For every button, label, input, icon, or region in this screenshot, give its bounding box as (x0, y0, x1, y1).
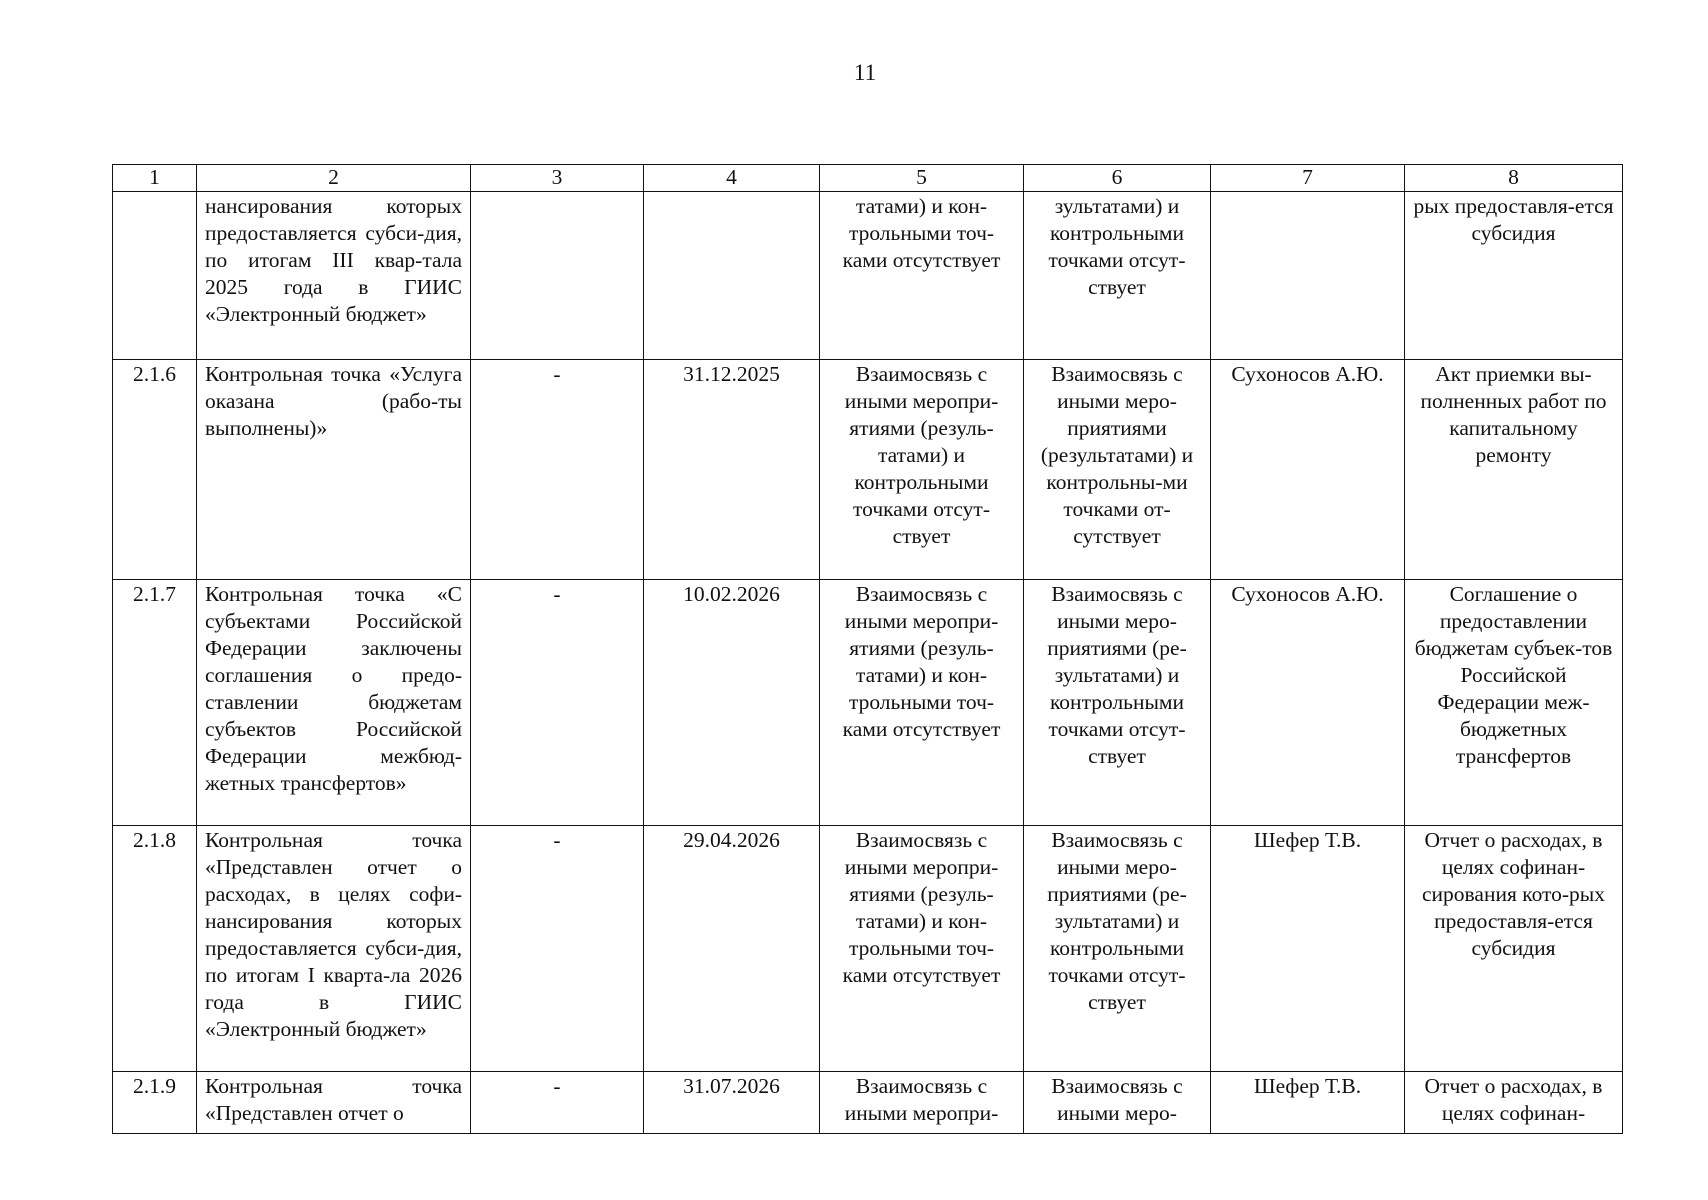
column-header: 8 (1405, 165, 1623, 192)
row-name: нансирования которых предоставляется субси-дия, по итогам III квар-тала 2025 года в ГИИС «Электронный бюджет» (197, 192, 471, 360)
row-relation-results: Взаимосвязь с иными меро- (1024, 1072, 1211, 1134)
row-col3: - (471, 360, 644, 580)
page-number: 11 (853, 60, 877, 85)
row-col3: - (471, 580, 644, 826)
row-name: Контрольная точка «Представлен отчет о расходах, в целях софи-нансирования которых предоставляется субси-дия, по итогам I кварта-ла 2026 года в ГИИС «Электронный бюджет» (197, 826, 471, 1072)
table-row (113, 580, 1623, 826)
table-row (113, 1072, 1623, 1134)
row-name: Контрольная точка «С субъектами Российской Федерации заключены соглашения о предо-ставлении бюджетам субъектов Российской Федерации межбюд-жетных трансфертов» (197, 580, 471, 826)
row-relation-results: Взаимосвязь с иными меро-приятиями (ре-зультатами) и контрольными точками отсут-ствует (1024, 580, 1211, 826)
row-document: Отчет о расходах, в целях софинан-сирования кото-рых предоставля-ется субсидия (1405, 826, 1623, 1072)
row-col3: - (471, 826, 644, 1072)
row-document: Соглашение о предоставлении бюджетам субъек-тов Российской Федерации меж-бюджетных трансфертов (1405, 580, 1623, 826)
row-relation-events: Взаимосвязь с иными меропри- (820, 1072, 1024, 1134)
row-date (644, 192, 820, 360)
row-relation-results: Взаимосвязь с иными меро-приятиями (ре-зультатами) и контрольными точками отсут-ствует (1024, 826, 1211, 1072)
row-responsible (1211, 192, 1405, 360)
table-row (113, 192, 1623, 360)
column-header: 1 (113, 165, 197, 192)
table-row (113, 360, 1623, 580)
row-date: 29.04.2026 (644, 826, 820, 1072)
row-date: 31.12.2025 (644, 360, 820, 580)
table-row (113, 826, 1623, 1072)
row-name: Контрольная точка «Представлен отчет о (197, 1072, 471, 1134)
row-document: рых предоставля-ется субсидия (1405, 192, 1623, 360)
row-number (113, 192, 197, 360)
row-relation-events: Взаимосвязь с иными меропри-ятиями (резуль-татами) и кон-трольными точ-ками отсутствует (820, 826, 1024, 1072)
row-responsible: Сухоносов А.Ю. (1211, 580, 1405, 826)
table-header-row (113, 165, 1623, 192)
row-relation-results: Взаимосвязь с иными меро-приятиями (результатами) и контрольны-ми точками от-сутствует (1024, 360, 1211, 580)
row-responsible: Шефер Т.В. (1211, 826, 1405, 1072)
row-number: 2.1.9 (113, 1072, 197, 1134)
row-document: Акт приемки вы-полненных работ по капитальному ремонту (1405, 360, 1623, 580)
row-col3: - (471, 1072, 644, 1134)
row-responsible: Шефер Т.В. (1211, 1072, 1405, 1134)
row-number: 2.1.6 (113, 360, 197, 580)
row-date: 31.07.2026 (644, 1072, 820, 1134)
row-relation-results: зультатами) и контрольными точками отсут-ствует (1024, 192, 1211, 360)
row-document: Отчет о расходах, в целях софинан- (1405, 1072, 1623, 1134)
row-number: 2.1.8 (113, 826, 197, 1072)
column-header: 2 (197, 165, 471, 192)
row-name: Контрольная точка «Услуга оказана (рабо-ты выполнены)» (197, 360, 471, 580)
row-relation-events: Взаимосвязь с иными меропри-ятиями (резуль-татами) и контрольными точками отсут-ствует (820, 360, 1024, 580)
column-header: 7 (1211, 165, 1405, 192)
row-relation-events: Взаимосвязь с иными меропри-ятиями (резуль-татами) и кон-трольными точ-ками отсутствует (820, 580, 1024, 826)
column-header: 6 (1024, 165, 1211, 192)
row-responsible: Сухоносов А.Ю. (1211, 360, 1405, 580)
row-date: 10.02.2026 (644, 580, 820, 826)
row-relation-events: татами) и кон-трольными точ-ками отсутствует (820, 192, 1024, 360)
plan-table (112, 164, 1623, 1134)
row-col3 (471, 192, 644, 360)
column-header: 3 (471, 165, 644, 192)
row-number: 2.1.7 (113, 580, 197, 826)
column-header: 4 (644, 165, 820, 192)
column-header: 5 (820, 165, 1024, 192)
